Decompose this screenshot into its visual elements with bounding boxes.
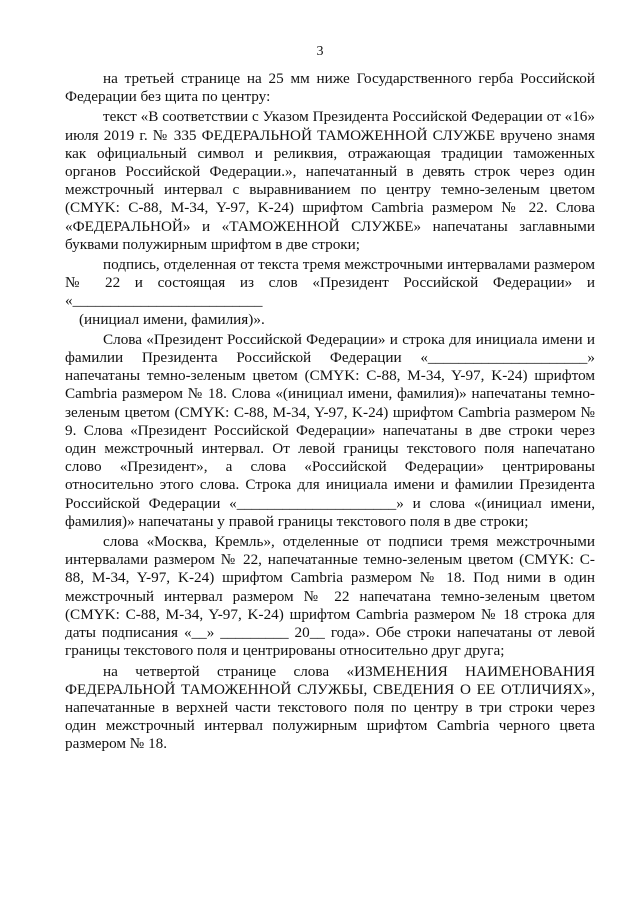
paragraph-moscow-kremlin: слова «Москва, Кремль», отделенные от подписи тремя межстрочными интервалами размером № 22, напечатанные темно-зеленым цветом (CMYK: C-88, M-34, Y-97, K-24) шрифтом Cambria размером № 18. Под ними в один межстрочный интервал размером № 22 напечатана темно-зеленым цветом (CMYK: C-88, M-34, Y-97, K-24) шрифтом Cambria размером № 18 строка для даты подписания «__» _________ 20__ года». Обе строки напечатаны от левой границы текстового поля и центрированы относительно друг друга; (65, 533, 595, 660)
paragraph-text-description: текст «В соответствии с Указом Президента Российской Федерации от «16» июля 2019 г. № 335 ФЕДЕРАЛЬНОЙ ТАМОЖЕННОЙ СЛУЖБЕ вручено знамя как официальный символ и реликвия, отражающая традиции таможенных органов Российской Федерации.», напечатанный в девять строк через один межстрочный интервал с выравниванием по центру темно-зеленым цветом (CMYK: C-88, M-34, Y-97, K-24) шрифтом Cambria размером № 22. Слова «ФЕДЕРАЛЬНОЙ» и «ТАМОЖЕННОЙ СЛУЖБЕ» напечатаны заглавными буквами полужирным шрифтом в две строки; (65, 108, 595, 253)
paragraph-fourth-page: на четвертой странице слова «ИЗМЕНЕНИЯ НАИМЕНОВАНИЯ ФЕДЕРАЛЬНОЙ ТАМОЖЕННОЙ СЛУЖБЫ, СВЕДЕНИЯ О ЕЕ ОТЛИЧИЯХ», напечатанные в верхней части текстового поля по центру в три строки через один межстрочный интервал полужирным шрифтом Cambria черного цвета размером № 18. (65, 662, 595, 753)
page-number: 3 (316, 44, 324, 59)
paragraph-third-page: на третьей странице на 25 мм ниже Государственного герба Российской Федерации без щита по центру: (65, 70, 595, 106)
paragraph-signature: подпись, отделенная от текста тремя межстрочными интервалами размером № 22 и состоящая из слов «Президент Российской Федерации» и «_________________________ (65, 256, 595, 310)
paragraph-signature-details: Слова «Президент Российской Федерации» и строка для инициала имени и фамилии Президента Российской Федерации «_____________________» напечатаны темно-зеленым цветом (CMYK: C-88, M-34, Y-97, K-24) шрифтом Cambria размером № 18. Слова «(инициал имени, фамилия)» напечатаны темно-зеленым цветом (CMYK: C-88, M-34, Y-97, K-24) шрифтом Cambria размером № 9. Слова «Президент Российской Федерации» напечатаны в две строки через один межстрочный интервал. От левой границы текстового поля напечатано слово «Президент», а слова «Российской Федерации» центрированы относительно этого слова. Строка для инициала имени и фамилии Президента Российской Федерации «_____________________» и слова «(инициал имени, фамилия)» напечатаны у правой границы текстового поля в две строки; (65, 330, 595, 530)
paragraph-signature-caption: (инициал имени, фамилия)». (79, 310, 265, 328)
document-body (65, 70, 595, 754)
